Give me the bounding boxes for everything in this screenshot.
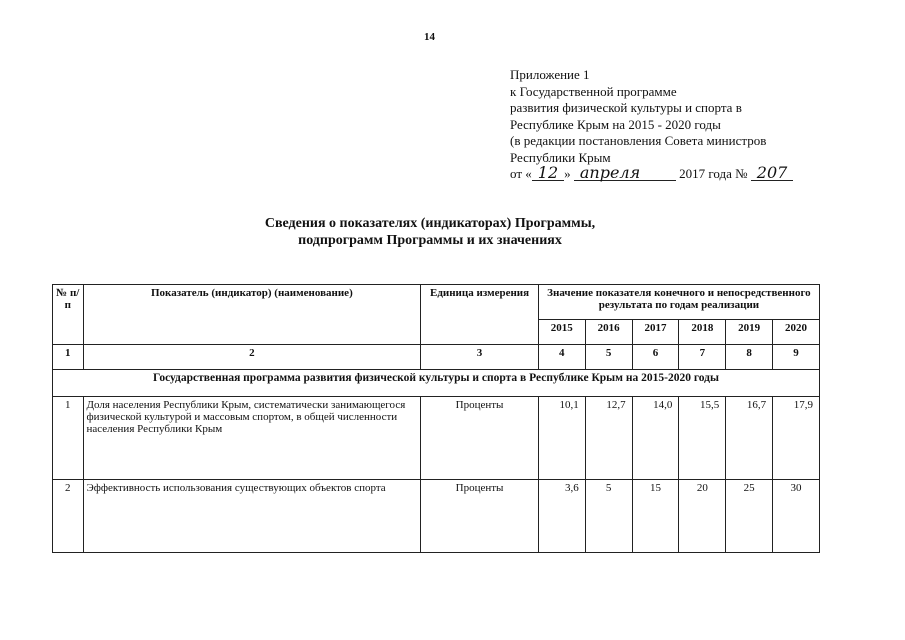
indicator-value: 5: [585, 480, 632, 553]
date-month-handwritten: апреля: [574, 166, 676, 181]
row-number: 1: [53, 397, 84, 480]
date-prefix: от «: [510, 166, 532, 181]
indicator-value: 30: [773, 480, 820, 553]
header-year: 2019: [726, 320, 773, 345]
date-day-handwritten: 12: [532, 166, 564, 181]
indicator-value: 16,7: [726, 397, 773, 480]
indicator-value: 3,6: [538, 480, 585, 553]
indicator-value: 15,5: [679, 397, 726, 480]
appendix-line-6: Республики Крым: [510, 149, 611, 165]
column-number: 9: [773, 345, 820, 370]
table-row: [53, 397, 820, 480]
header-values: Значение показателя конечного и непосредственного результата по годам реализации: [538, 285, 819, 320]
header-year: 2015: [538, 320, 585, 345]
header-year: 2020: [773, 320, 820, 345]
column-number: 1: [53, 345, 84, 370]
column-number: 7: [679, 345, 726, 370]
indicator-name: Эффективность использования существующих объектов спорта: [83, 480, 421, 553]
indicators-table: [52, 284, 820, 553]
column-number: 6: [632, 345, 679, 370]
title-line-2: подпрограмм Программы и их значениях: [298, 233, 562, 248]
row-number: 2: [53, 480, 84, 553]
page-number: 14: [424, 31, 435, 43]
appendix-line-5: (в редакции постановления Совета министров: [510, 133, 767, 148]
doc-number-handwritten: 207: [751, 166, 794, 181]
indicator-value: 10,1: [538, 397, 585, 480]
indicator-value: 20: [679, 480, 726, 553]
indicator-value: 25: [726, 480, 773, 553]
header-unit: Единица измерения: [421, 285, 539, 345]
table-row: [53, 480, 820, 553]
appendix-line-2: к Государственной программе: [510, 83, 677, 99]
indicator-unit: Проценты: [421, 397, 539, 480]
indicator-value: 15: [632, 480, 679, 553]
column-number: 5: [585, 345, 632, 370]
indicator-unit: Проценты: [421, 480, 539, 553]
column-number: 8: [726, 345, 773, 370]
indicator-name: Доля населения Республики Крым, систематически занимающегося физической культурой и массовым спортом, в общей численности населения Республики Крым: [83, 397, 421, 480]
date-mid: »: [564, 166, 571, 181]
header-name: Показатель (индикатор) (наименование): [83, 285, 421, 345]
column-number: 3: [421, 345, 539, 370]
indicator-value: 14,0: [632, 397, 679, 480]
header-no: № п/п: [53, 285, 84, 345]
header-year: 2017: [632, 320, 679, 345]
appendix-line-1: Приложение 1: [510, 67, 590, 82]
section-title: Государственная программа развития физической культуры и спорта в Республике Крым на 2015-2020 годы: [53, 370, 820, 397]
header-year: 2018: [679, 320, 726, 345]
column-number: 4: [538, 345, 585, 370]
appendix-line-3: развития физической культуры и спорта в: [510, 100, 742, 115]
header-year: 2016: [585, 320, 632, 345]
column-number: 2: [83, 345, 421, 370]
document-title: [240, 215, 620, 249]
title-line-1: Сведения о показателях (индикаторах) Программы,: [264, 216, 596, 231]
indicator-value: 12,7: [585, 397, 632, 480]
appendix-block: [510, 67, 793, 183]
indicator-value: 17,9: [773, 397, 820, 480]
date-year-text: 2017 года №: [679, 166, 748, 181]
appendix-line-4: Республике Крым на 2015 - 2020 годы: [510, 116, 721, 132]
appendix-date-line: [510, 163, 793, 183]
